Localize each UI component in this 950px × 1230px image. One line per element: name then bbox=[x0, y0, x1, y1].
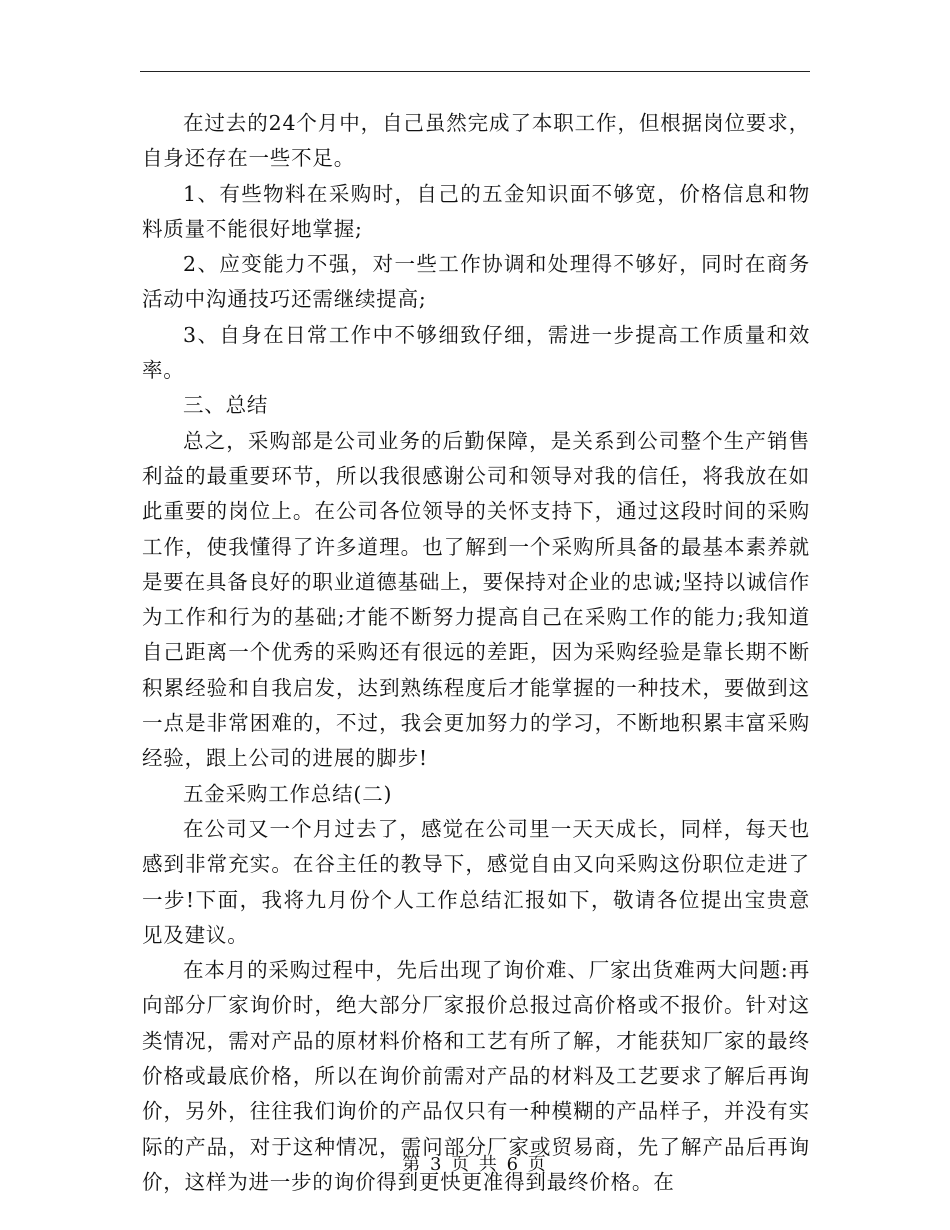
paragraph-monthly-intro: 在公司又一个月过去了，感觉在公司里一天天成长，同样，每天也感到非常充实。在谷主任的教导下，感觉自由又向采购这份职位走进了一步!下面，我将九月份个人工作总结汇报如下，敬请各位提出宝贵意见及建议。 bbox=[142, 816, 810, 947]
paragraph-procurement-issues: 在本月的采购过程中，先后出现了询价难、厂家出货难两大问题:再向部分厂家询价时，绝大部分厂家报价总报过高价格或不报价。针对这类情况，需对产品的原材料价格和工艺有所了解，才能获知厂家的最终价格或最底价格，所以在询价前需对产品的材料及工艺要求了解后再询价，另外，往往我们询价的产品仅只有一种模糊的产品样子，并没有实际的产品，对于这种情况，需问部分厂家或贸易商，先了解产品后再询价，这样为进一步的询价得到更快更准得到最终价格。在 bbox=[142, 958, 810, 1194]
paragraph-summary: 总之，采购部是公司业务的后勤保障，是关系到公司整个生产销售利益的最重要环节，所以我很感谢公司和领导对我的信任，将我放在如此重要的岗位上。在公司各位领导的关怀支持下，通过这段时间的采购工作，使我懂得了许多道理。也了解到一个采购所具备的最基本素养就是要在具备良好的职业道德基础上，要保持对企业的忠诚;坚持以诚信作为工作和行为的基础;才能不断努力提高自己在采购工作的能力;我知道自己距离一个优秀的采购还有很远的差距，因为采购经验是靠长期不断积累经验和自我启发，达到熟练程度后才能掌握的一种技术，要做到这一点是非常困难的，不过，我会更加努力的学习，不断地积累丰富采购经验，跟上公司的进展的脚步! bbox=[142, 428, 811, 771]
paragraph-item-3: 3、自身在日常工作中不够细致仔细，需进一步提高工作质量和效率。 bbox=[142, 322, 810, 383]
paragraph-item-1: 1、有些物料在采购时，自己的五金知识面不够宽，价格信息和物料质量不能很好地掌握; bbox=[142, 181, 810, 241]
header-rule bbox=[140, 71, 810, 72]
paragraph-item-2: 2、应变能力不强，对一些工作协调和处理得不够好，同时在商务活动中沟通技巧还需继续提高; bbox=[142, 252, 810, 312]
document-body bbox=[142, 106, 810, 1200]
paragraph-shortcomings-intro: 在过去的24个月中，自己虽然完成了本职工作，但根据岗位要求，自身还存在一些不足。 bbox=[142, 111, 810, 171]
page-number-footer: 第 3 页 共 6 页 bbox=[402, 1154, 548, 1175]
section-heading-part-two: 五金采购工作总结(二) bbox=[183, 781, 393, 806]
section-heading-summary: 三、总结 bbox=[183, 393, 269, 418]
